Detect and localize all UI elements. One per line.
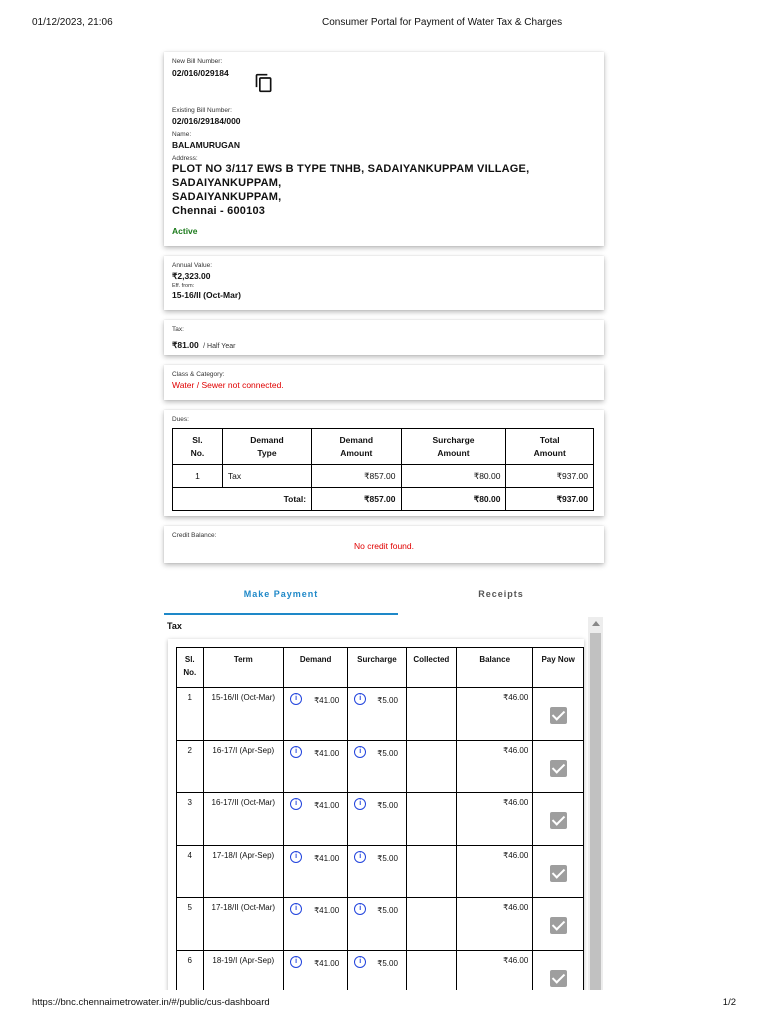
address-line-2: SADAIYANKUPPAM, <box>172 177 282 189</box>
tax-row-demand: ₹41.00 <box>314 748 340 758</box>
tax-terms-table <box>176 647 584 990</box>
tax-row-term: 17-18/I (Apr-Sep) <box>203 845 284 898</box>
tax-row-surcharge: ₹5.00 <box>377 906 398 915</box>
tax-row-sl: 3 <box>177 793 204 846</box>
annual-value: ₹2,323.00 <box>172 271 211 281</box>
tax-row-pay-now <box>533 845 584 898</box>
tax-row-sl: 2 <box>177 740 204 793</box>
print-date: 01/12/2023, 21:06 <box>32 17 113 28</box>
tax-row-term: 17-18/II (Oct-Mar) <box>203 898 284 951</box>
tax-row-demand: ₹41.00 <box>314 906 340 915</box>
dues-header-surcharge: Surcharge Amount <box>401 429 506 465</box>
tax-row-surcharge-cell <box>348 793 406 846</box>
info-icon[interactable]: i <box>354 903 366 915</box>
scroll-up-arrow-icon[interactable] <box>592 621 600 626</box>
tax-row-balance: ₹46.00 <box>457 950 533 990</box>
dues-card <box>164 410 604 516</box>
tax-row-pay-now <box>533 898 584 951</box>
info-icon[interactable]: i <box>290 903 302 915</box>
eff-from-label: Eff. from: <box>172 283 195 289</box>
tax-row-surcharge: ₹5.00 <box>377 748 398 758</box>
tax-header-pay-now: Pay Now <box>533 648 584 688</box>
dues-header-total: Total Amount <box>506 429 594 465</box>
dues-total-label: Total: <box>173 488 312 511</box>
tax-row-pay-now <box>533 793 584 846</box>
tax-row-demand: ₹41.00 <box>314 853 340 863</box>
dues-table <box>172 428 594 511</box>
bill-details-card <box>164 52 604 246</box>
dues-label: Dues: <box>172 416 189 423</box>
address <box>172 162 596 218</box>
tax-card <box>164 320 604 355</box>
tax-terms-card <box>168 639 584 990</box>
annual-value-card <box>164 256 604 310</box>
tax-row-collected <box>406 845 457 898</box>
info-icon[interactable]: i <box>290 693 302 705</box>
active-tab-indicator <box>164 613 398 615</box>
dues-demand: ₹857.00 <box>312 465 401 488</box>
new-bill-number: 02/016/029184 <box>172 68 229 78</box>
tax-row-term: 16-17/II (Oct-Mar) <box>203 793 284 846</box>
dues-surcharge: ₹80.00 <box>401 465 506 488</box>
payment-tabs <box>164 585 604 617</box>
tax-row-surcharge-cell <box>348 845 406 898</box>
tax-row-collected <box>406 793 457 846</box>
dues-header-type: Demand Type <box>222 429 311 465</box>
dues-total-surcharge: ₹80.00 <box>401 488 506 511</box>
annual-value-label: Annual Value: <box>172 262 212 269</box>
tab-make-payment[interactable]: Make Payment <box>243 589 319 599</box>
checkbox-checked-icon[interactable] <box>550 760 567 777</box>
tax-row-demand-cell <box>284 845 348 898</box>
tax-row-collected <box>406 898 457 951</box>
info-icon[interactable]: i <box>354 746 366 758</box>
tax-row-surcharge-cell <box>348 740 406 793</box>
status-badge: Active <box>172 226 198 236</box>
info-icon[interactable]: i <box>290 798 302 810</box>
tax-row-term: 15-16/II (Oct-Mar) <box>203 688 284 741</box>
tax-panel-scrollbar[interactable] <box>588 617 603 990</box>
tax-row-sl: 4 <box>177 845 204 898</box>
checkbox-checked-icon[interactable] <box>550 707 567 724</box>
checkbox-checked-icon[interactable] <box>550 865 567 882</box>
table-row <box>173 465 594 488</box>
tax-row-demand-cell <box>284 688 348 741</box>
existing-bill-number: 02/016/29184/000 <box>172 116 241 126</box>
tax-header-demand: Demand <box>284 648 348 688</box>
existing-bill-label: Existing Bill Number: <box>172 107 232 114</box>
class-category-label: Class & Category: <box>172 371 225 378</box>
tax-row-pay-now <box>533 740 584 793</box>
tax-row-pay-now <box>533 950 584 990</box>
tax-row-surcharge: ₹5.00 <box>377 853 398 863</box>
print-url: https://bnc.chennaimetrowater.in/#/public/cus-dashboard <box>32 997 270 1008</box>
tax-row-collected <box>406 740 457 793</box>
dues-type: Tax <box>222 465 311 488</box>
tab-receipts[interactable]: Receipts <box>478 589 524 599</box>
copy-icon[interactable] <box>254 72 274 94</box>
tax-row-collected <box>406 950 457 990</box>
print-title: Consumer Portal for Payment of Water Tax & Charges <box>322 17 563 28</box>
credit-balance-card <box>164 526 604 563</box>
table-row <box>177 740 584 793</box>
address-line-4: Chennai - 600103 <box>172 205 266 217</box>
dues-header-sl: Sl. No. <box>173 429 223 465</box>
tax-row-demand-cell <box>284 740 348 793</box>
tax-row-balance: ₹46.00 <box>457 688 533 741</box>
info-icon[interactable]: i <box>354 693 366 705</box>
tax-header-surcharge: Surcharge <box>348 648 406 688</box>
dues-sl: 1 <box>173 465 223 488</box>
tax-row-surcharge: ₹5.00 <box>377 958 398 968</box>
info-icon[interactable]: i <box>354 956 366 968</box>
tax-label: Tax: <box>172 326 184 333</box>
tax-row-demand-cell <box>284 793 348 846</box>
credit-balance-value: No credit found. <box>353 541 414 551</box>
tax-row-surcharge-cell <box>348 688 406 741</box>
tax-row-collected <box>406 688 457 741</box>
info-icon[interactable]: i <box>290 851 302 863</box>
tax-header-term: Term <box>203 648 284 688</box>
tax-header-collected: Collected <box>406 648 457 688</box>
info-icon[interactable]: i <box>354 851 366 863</box>
print-page-number: 1/2 <box>722 997 736 1008</box>
tax-row-balance: ₹46.00 <box>457 898 533 951</box>
tax-row-balance: ₹46.00 <box>457 845 533 898</box>
tax-row-surcharge-cell <box>348 950 406 990</box>
tax-row-balance: ₹46.00 <box>457 793 533 846</box>
tax-row-sl: 5 <box>177 898 204 951</box>
table-row <box>177 898 584 951</box>
tax-period: / Half Year <box>203 343 236 350</box>
tax-row-pay-now <box>533 688 584 741</box>
tax-row-demand-cell <box>284 898 348 951</box>
table-row <box>177 845 584 898</box>
table-row <box>177 793 584 846</box>
tax-row-demand: ₹41.00 <box>314 696 340 705</box>
table-row <box>177 950 584 990</box>
address-line-3: SADAIYANKUPPAM, <box>172 191 282 203</box>
scroll-thumb[interactable] <box>590 633 601 990</box>
info-icon[interactable]: i <box>290 746 302 758</box>
dues-total-demand: ₹857.00 <box>312 488 401 511</box>
info-icon[interactable]: i <box>354 798 366 810</box>
checkbox-checked-icon[interactable] <box>550 970 567 987</box>
tax-row-surcharge: ₹5.00 <box>377 696 398 705</box>
tax-row-sl: 6 <box>177 950 204 990</box>
address-line-1: PLOT NO 3/117 EWS B TYPE TNHB, SADAIYANKUPPAM VILLAGE, <box>172 163 530 175</box>
tax-panel-title: Tax <box>167 621 182 631</box>
tax-row-demand: ₹41.00 <box>314 958 340 968</box>
address-label: Address: <box>172 155 198 162</box>
tax-row-balance: ₹46.00 <box>457 740 533 793</box>
eff-from-value: 15-16/II (Oct-Mar) <box>172 290 241 300</box>
dues-header-demand: Demand Amount <box>312 429 401 465</box>
tax-row-term: 18-19/I (Apr-Sep) <box>203 950 284 990</box>
tax-row-sl: 1 <box>177 688 204 741</box>
name-label: Name: <box>172 131 192 138</box>
class-category-card <box>164 365 604 400</box>
info-icon[interactable]: i <box>290 956 302 968</box>
tax-header-balance: Balance <box>457 648 533 688</box>
class-category-value: Water / Sewer not connected. <box>172 380 284 390</box>
new-bill-label: New Bill Number: <box>172 58 223 65</box>
credit-balance-label: Credit Balance: <box>172 532 217 539</box>
dues-total-row <box>173 488 594 511</box>
tax-value: ₹81.00 <box>172 340 199 350</box>
tax-row-demand: ₹41.00 <box>314 801 340 810</box>
tax-row-demand-cell <box>284 950 348 990</box>
dues-total-total: ₹937.00 <box>506 488 594 511</box>
dues-total: ₹937.00 <box>506 465 594 488</box>
tax-panel <box>164 617 604 990</box>
tax-row-term: 16-17/I (Apr-Sep) <box>203 740 284 793</box>
checkbox-checked-icon[interactable] <box>550 812 567 829</box>
tax-header-sl: Sl. No. <box>177 648 204 688</box>
tax-row-surcharge: ₹5.00 <box>377 801 398 810</box>
tax-row-surcharge-cell <box>348 898 406 951</box>
consumer-name: BALAMURUGAN <box>172 140 240 150</box>
table-row <box>177 688 584 741</box>
checkbox-checked-icon[interactable] <box>550 917 567 934</box>
